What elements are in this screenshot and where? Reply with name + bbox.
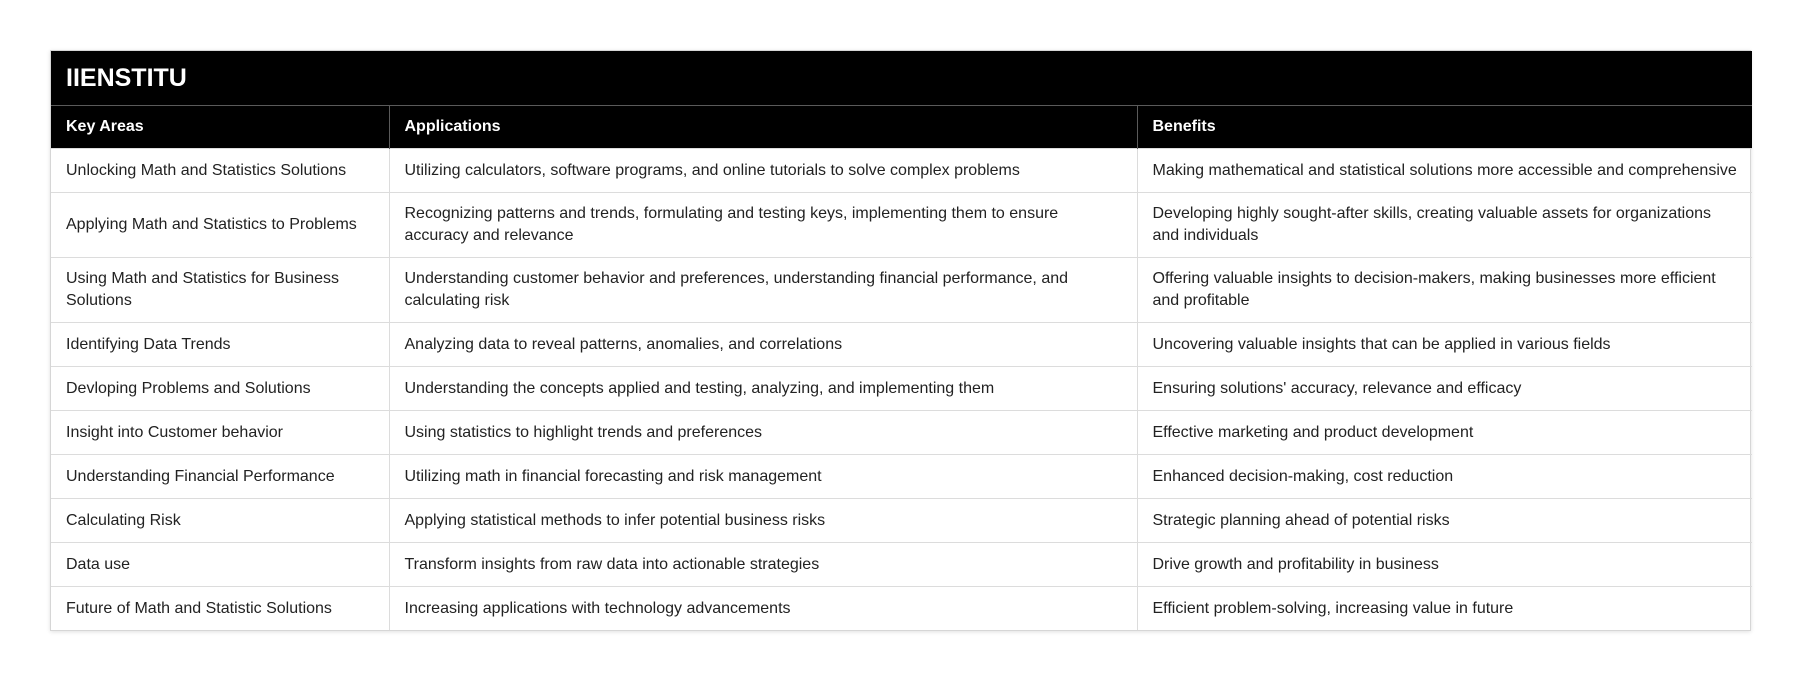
cell-benefit: Efficient problem-solving, increasing value in future [1137, 587, 1752, 631]
cell-application: Understanding customer behavior and preferences, understanding financial performance, and calculating risk [389, 258, 1137, 323]
table-row [51, 499, 1752, 543]
cell-application: Increasing applications with technology advancements [389, 587, 1137, 631]
table-row [51, 258, 1752, 323]
cell-benefit: Enhanced decision-making, cost reduction [1137, 455, 1752, 499]
table-body [51, 149, 1752, 631]
table-row [51, 455, 1752, 499]
table-row [51, 543, 1752, 587]
cell-benefit: Effective marketing and product development [1137, 411, 1752, 455]
cell-benefit: Making mathematical and statistical solutions more accessible and comprehensive [1137, 149, 1752, 193]
cell-application: Understanding the concepts applied and testing, analyzing, and implementing them [389, 367, 1137, 411]
table-row [51, 193, 1752, 258]
cell-benefit: Developing highly sought-after skills, creating valuable assets for organizations and individuals [1137, 193, 1752, 258]
cell-application: Transform insights from raw data into actionable strategies [389, 543, 1137, 587]
cell-benefit: Uncovering valuable insights that can be applied in various fields [1137, 323, 1752, 367]
column-header-applications: Applications [389, 106, 1137, 149]
cell-key-area: Future of Math and Statistic Solutions [51, 587, 389, 631]
table-row [51, 323, 1752, 367]
cell-benefit: Drive growth and profitability in business [1137, 543, 1752, 587]
table-row [51, 367, 1752, 411]
cell-key-area: Devloping Problems and Solutions [51, 367, 389, 411]
cell-key-area: Identifying Data Trends [51, 323, 389, 367]
cell-key-area: Insight into Customer behavior [51, 411, 389, 455]
data-table [51, 51, 1752, 630]
cell-key-area: Applying Math and Statistics to Problems [51, 193, 389, 258]
cell-benefit: Strategic planning ahead of potential risks [1137, 499, 1752, 543]
cell-benefit: Offering valuable insights to decision-makers, making businesses more efficient and profitable [1137, 258, 1752, 323]
cell-application: Analyzing data to reveal patterns, anomalies, and correlations [389, 323, 1137, 367]
table-row [51, 149, 1752, 193]
table-header-row [51, 106, 1752, 149]
data-table-container [50, 50, 1751, 631]
cell-key-area: Understanding Financial Performance [51, 455, 389, 499]
table-row [51, 587, 1752, 631]
column-header-benefits: Benefits [1137, 106, 1752, 149]
cell-key-area: Data use [51, 543, 389, 587]
cell-application: Using statistics to highlight trends and preferences [389, 411, 1137, 455]
cell-key-area: Calculating Risk [51, 499, 389, 543]
cell-application: Applying statistical methods to infer potential business risks [389, 499, 1137, 543]
table-row [51, 411, 1752, 455]
table-title: IIENSTITU [51, 51, 1752, 106]
cell-key-area: Unlocking Math and Statistics Solutions [51, 149, 389, 193]
cell-benefit: Ensuring solutions' accuracy, relevance and efficacy [1137, 367, 1752, 411]
cell-key-area: Using Math and Statistics for Business Solutions [51, 258, 389, 323]
table-title-row [51, 51, 1752, 106]
column-header-key-areas: Key Areas [51, 106, 389, 149]
cell-application: Utilizing calculators, software programs, and online tutorials to solve complex problems [389, 149, 1137, 193]
cell-application: Recognizing patterns and trends, formulating and testing keys, implementing them to ensure accuracy and relevance [389, 193, 1137, 258]
cell-application: Utilizing math in financial forecasting and risk management [389, 455, 1137, 499]
